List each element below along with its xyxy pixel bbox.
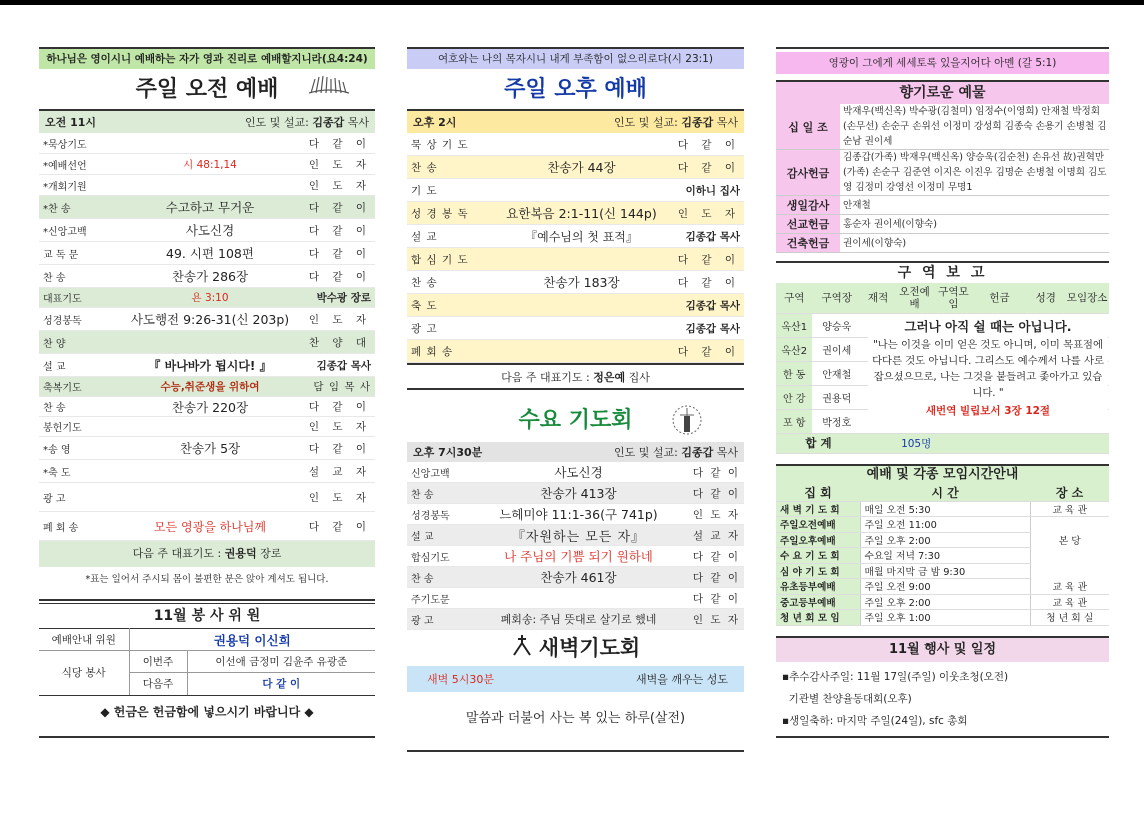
leader-title: 목사: [347, 116, 369, 129]
schedule-name: 청 년 회 모 임: [776, 610, 860, 626]
leader-label: 인도 및 설교:: [614, 446, 678, 459]
zone-quote-title: 그러나 아직 쉴 때는 아닙니다.: [904, 319, 1072, 334]
afternoon-time: 오후 2시: [413, 116, 457, 129]
column-church-news: [776, 47, 1109, 738]
service-committee-table: [39, 628, 375, 695]
morning-title-text: 주일 오전 예배: [135, 76, 279, 102]
order-item-leader: 다 같 이: [308, 247, 371, 260]
schedule-col-header: 시 간: [860, 484, 1030, 502]
zone-name: 한 동: [776, 361, 812, 385]
schedule-col-header: 집 회: [776, 484, 860, 502]
order-item-label: *묵상기도: [43, 139, 87, 151]
offering-names: 권이세(이향숙): [843, 237, 907, 249]
schedule-place: 청 년 회 실: [1030, 610, 1109, 626]
event-item: ▪추수감사주일: 11월 17일(주일) 이웃초청(오전): [782, 670, 1009, 683]
order-item-label: 찬 송: [411, 489, 434, 501]
event-item: ▪생일축하: 마지막 주일(24일), sfc 총회: [782, 714, 968, 727]
order-item-label: 광 고: [43, 493, 66, 505]
order-item-leader: 다 같 이: [308, 442, 371, 455]
order-item-label: 성경봉독: [43, 315, 82, 327]
wednesday-title: [407, 390, 744, 442]
zone-report: [776, 283, 1109, 454]
order-item-leader: 다 같 이: [308, 270, 371, 283]
order-item-leader: 다 같 이: [677, 345, 740, 358]
order-item-label: 주기도문: [411, 594, 450, 606]
zone-col-header: 재적: [861, 283, 895, 313]
schedule-name: 유초등부예배: [776, 579, 860, 595]
order-row: [39, 175, 375, 196]
zone-name: 옥산1: [776, 313, 812, 337]
offering-label: 십 일 조: [776, 104, 840, 149]
order-item-content: 시 48:1,14: [183, 158, 237, 171]
schedule-name: 심 야 기 도 회: [776, 563, 860, 579]
order-row: [39, 219, 375, 242]
order-item-leader: 인 도 자: [308, 421, 371, 433]
zone-name: 옥산2: [776, 337, 812, 361]
leader-label: 인도 및 설교:: [245, 116, 309, 129]
order-row: [39, 133, 375, 154]
order-item-leader: 다 같 이: [692, 592, 740, 605]
standing-note: *표는 일어서 주시되 몸이 불편한 분은 앉아 계셔도 됩니다.: [85, 574, 329, 585]
order-item-label: 찬 송: [411, 276, 438, 289]
offering-row: [776, 234, 1109, 253]
zone-leader: 권용덕: [812, 385, 861, 409]
leader-label: 인도 및 설교:: [614, 116, 678, 129]
zone-leader: 박정호: [812, 409, 861, 433]
order-item-leader: 인 도 자: [308, 179, 371, 192]
next-prayer-title: 장로: [260, 547, 282, 560]
order-item-leader: 인 도 자: [308, 158, 371, 171]
order-item-label: 찬 송: [43, 272, 66, 284]
order-row: [407, 340, 744, 363]
order-row: [407, 156, 744, 179]
order-item-label: 설 교: [411, 230, 438, 243]
schedule-row: [776, 548, 1109, 564]
zone-col-header: 구역장: [812, 283, 861, 313]
order-item-label: 찬 양: [43, 338, 66, 350]
order-item-leader: 인 도 자: [692, 613, 740, 626]
next-prayer-label: 다음 주 대표기도 :: [501, 371, 590, 384]
schedule-time: 주일 오전 11:00: [860, 517, 1030, 533]
order-row: [39, 308, 375, 331]
order-item-label: 신앙고백: [411, 468, 450, 480]
offering-names: 홍순자 권이세(이향숙): [843, 218, 937, 230]
order-item-label: 설 교: [43, 361, 66, 373]
order-item-label: 묵 상 기 도: [411, 138, 469, 151]
morning-next-prayer: [39, 541, 375, 567]
zone-name: 포 항: [776, 409, 812, 433]
zone-title: 구 역 보 고: [897, 265, 988, 281]
this-week-names: 이선애 금정미 김윤주 유광준: [215, 656, 348, 668]
order-item-content: 나 주님의 기쁨 되기 원하네: [504, 549, 653, 564]
order-item-label: 광 고: [411, 615, 434, 627]
schedule-place: [1030, 517, 1109, 533]
motto: 말씀과 더불어 사는 복 있는 하루(살전): [465, 711, 686, 726]
order-item-leader: 인 도 자: [308, 491, 371, 504]
order-row: [407, 133, 744, 156]
dawn-title: [407, 630, 744, 666]
next-week-names: 다 같 이: [262, 678, 301, 691]
order-item-leader: 다 같 이: [308, 520, 371, 533]
order-item-label: 찬 송: [43, 403, 66, 414]
order-item-label: *찬 송: [43, 203, 71, 215]
offering-title: 향기로운 예물: [776, 82, 1109, 104]
schedule-place: 교 육 관: [1030, 594, 1109, 610]
order-item-content: 요한복음 2:1-11(신 144p): [506, 206, 657, 221]
order-row: [39, 437, 375, 460]
order-item-leader: 김종갑 목사: [685, 230, 740, 243]
kitchen-label: 식당 봉사: [39, 651, 129, 695]
order-item-leader: 다 같 이: [692, 550, 740, 563]
order-item-leader: 설 교 자: [692, 529, 740, 542]
order-row: [39, 460, 375, 483]
schedule-time: 주일 오전 9:00: [860, 579, 1030, 595]
order-row: [407, 202, 744, 225]
order-item-label: 합심기도: [411, 552, 450, 564]
order-row: [407, 609, 744, 630]
order-item-content: 찬송가 220장: [171, 399, 249, 415]
leader-name: 김종갑: [681, 116, 714, 129]
schedule-name: 새 벽 기 도 회: [776, 501, 860, 517]
order-item-leader: 담 임 목 사: [313, 381, 371, 393]
schedule-name: 주일오후예배: [776, 532, 860, 548]
afternoon-next-prayer: [407, 363, 744, 390]
offering-note: ◆ 헌금은 헌금함에 넣으시기 바랍니다 ◆: [100, 704, 314, 719]
order-item-leader: 이하니 집사: [685, 184, 740, 197]
zone-name: 안 강: [776, 385, 812, 409]
zone-quote: [868, 317, 1108, 418]
schedule-row: [776, 579, 1109, 595]
cross-person-icon: [511, 632, 533, 668]
zone-leader: 권이세: [812, 337, 861, 361]
wednesday-order-list: [407, 462, 744, 630]
service-committee-title: 11월 봉 사 위 원: [153, 608, 261, 624]
order-row: [39, 512, 375, 541]
order-item-content: 찬송가 461장: [540, 570, 617, 585]
schedule-time: 매월 마지막 금 밤 9:30: [860, 563, 1030, 579]
dawn-title-text: 새벽기도회: [538, 635, 641, 660]
order-row: [39, 265, 375, 288]
column-afternoon-service: [407, 47, 744, 752]
events-title: 11월 행사 및 일정: [776, 638, 1109, 662]
order-item-content: 찬송가 183장: [543, 275, 620, 290]
wednesday-time: 오후 7시30분: [413, 446, 483, 459]
order-row: [39, 331, 375, 354]
schedule-place: [1030, 563, 1109, 579]
order-row: [407, 225, 744, 248]
order-item-leader: 다 같 이: [308, 201, 371, 214]
events-list: [776, 662, 1109, 732]
order-row: [407, 179, 744, 202]
schedule-col-header: 장 소: [1030, 484, 1109, 502]
offering-label: 선교헌금: [776, 215, 840, 233]
order-item-content: 『자원하는 모든 자』: [511, 529, 646, 545]
order-row: [407, 525, 744, 546]
offering-label: 감사헌금: [776, 150, 840, 195]
morning-service-title: [39, 69, 375, 109]
order-item-label: 기 도: [411, 184, 438, 197]
leader-name: 김종갑: [681, 446, 714, 459]
order-item-leader: 인 도 자: [677, 207, 740, 220]
order-item-label: *축 도: [43, 467, 71, 479]
zone-quote-ref: 새번역 빌립보서 3장 12절: [925, 405, 1051, 417]
usher-label: 예배안내 위원: [39, 629, 129, 651]
next-prayer-name: 정은예: [593, 371, 626, 384]
order-row: [407, 546, 744, 567]
schedule-time: 주일 오후 2:00: [860, 594, 1030, 610]
order-row: [39, 154, 375, 175]
order-item-label: *송 영: [43, 444, 71, 456]
order-row: [39, 417, 375, 437]
leader-title: 목사: [716, 116, 738, 129]
schedule-time: 매일 오전 5:30: [860, 501, 1030, 517]
order-row: [407, 271, 744, 294]
order-row: [39, 288, 375, 308]
dawn-row: [407, 666, 744, 692]
order-item-leader: 다 같 이: [692, 487, 740, 500]
zone-col-header: 구역모임: [934, 283, 973, 313]
order-item-label: 설 교: [411, 531, 434, 543]
order-item-leader: 김종갑 목사: [685, 299, 740, 312]
order-row: [39, 242, 375, 265]
order-item-content: 수능,취준생을 위하여: [160, 381, 260, 393]
church-icon: [662, 402, 712, 462]
order-item-leader: 다 같 이: [677, 276, 740, 289]
hands-praying-icon: [307, 71, 351, 113]
usher-names: 권용덕 이신희: [213, 632, 291, 648]
order-item-content: 폐회송: 주님 뜻대로 살기로 했네: [500, 613, 657, 626]
order-item-label: 폐 회 송: [43, 522, 79, 534]
order-item-leader: 설 교 자: [308, 465, 371, 478]
schedule-row: [776, 610, 1109, 626]
schedule-row: [776, 501, 1109, 517]
afternoon-leader: [614, 114, 738, 130]
order-row: [407, 248, 744, 271]
verse-banner: 하나님은 영이시니 예배하는 자가 영과 진리로 예배할지니라(요4:24): [39, 49, 375, 69]
offering-list: [776, 104, 1109, 253]
schedule-table: [776, 484, 1109, 626]
top-border: [0, 0, 1144, 5]
offering-row: [776, 215, 1109, 234]
morning-time: 오전 11시: [45, 116, 97, 129]
order-item-leader: 다 같 이: [692, 466, 740, 479]
order-row: [407, 504, 744, 525]
zone-col-header: 성경: [1026, 283, 1065, 313]
order-item-leader: 다 같 이: [308, 224, 371, 237]
order-item-leader: 김종갑 목사: [316, 359, 371, 372]
order-row: [407, 483, 744, 504]
order-row: [39, 196, 375, 219]
offering-names: 안재철: [843, 199, 871, 211]
order-item-leader: 인 도 자: [692, 508, 740, 521]
offering-label: 건축헌금: [776, 234, 840, 252]
morning-leader: [245, 114, 369, 130]
order-item-content: 모든 영광을 하나님께: [154, 519, 266, 534]
offering-row: [776, 150, 1109, 196]
afternoon-order-list: [407, 133, 744, 363]
schedule-time: 수요일 저녁 7:30: [860, 548, 1030, 564]
zone-col-header: 오전예배: [895, 283, 934, 313]
order-item-leader: 다 같 이: [308, 401, 371, 413]
order-item-leader: 다 같 이: [692, 571, 740, 584]
event-item: 기관별 찬양율동대회(오후): [782, 692, 912, 705]
schedule-name: 수 요 기 도 회: [776, 548, 860, 564]
order-item-label: 성 경 봉 독: [411, 207, 469, 220]
verse-banner-2: 여호와는 나의 목자시니 내게 부족함이 없으리로다(시 23:1): [407, 49, 744, 69]
order-item-label: 대표기도: [43, 294, 82, 305]
schedule-title: 예배 및 각종 모임시간안내: [776, 466, 1109, 484]
order-item-label: 합 심 기 도: [411, 253, 469, 266]
order-item-label: 폐 회 송: [411, 345, 454, 358]
schedule-row: [776, 563, 1109, 579]
schedule-place: 교 육 관: [1030, 501, 1109, 517]
schedule-name: 주일오전예배: [776, 517, 860, 533]
dawn-time: 새벽 5시30분: [427, 673, 494, 686]
column-morning-service: [39, 47, 375, 738]
wednesday-title-text: 수요 기도회: [518, 407, 633, 433]
zone-quote-body: "나는 이것을 이미 얻은 것도 아니며, 이미 목표점에 다다른 것도 아닙니다. 그리스도 예수께서 나를 사로잡으셨으므로, 나는 그것을 붙들려고 좇아가고 있습니다. ": [872, 339, 1104, 399]
order-item-label: 성경봉독: [411, 510, 450, 522]
order-item-content: 욘 3:10: [191, 292, 229, 304]
order-row: [407, 317, 744, 340]
next-prayer-title: 집사: [628, 371, 650, 384]
leader-title: 목사: [716, 446, 738, 459]
order-row: [39, 397, 375, 417]
order-row: [39, 354, 375, 377]
order-item-content: 『예수님의 첫 표적』: [525, 229, 638, 244]
zone-leader: 안재철: [812, 361, 861, 385]
order-row: [407, 567, 744, 588]
order-row: [407, 294, 744, 317]
order-item-content: 49. 시편 108편: [166, 246, 254, 261]
offering-row: [776, 196, 1109, 215]
total-label: 합 계: [776, 433, 861, 453]
zone-leader: 양승욱: [812, 313, 861, 337]
afternoon-service-title: 주일 오후 예배: [504, 76, 647, 102]
order-item-content: 수고하고 무거운: [165, 200, 255, 215]
order-row: [407, 588, 744, 609]
order-item-label: 광 고: [411, 322, 438, 335]
schedule-row: [776, 517, 1109, 533]
order-item-content: 찬송가 5장: [179, 441, 241, 456]
schedule-row: [776, 594, 1109, 610]
dawn-text: 새벽을 깨우는 성도: [635, 673, 728, 686]
order-item-leader: 박수광 장로: [316, 292, 371, 304]
order-item-content: 느헤미야 11:1-36(구 741p): [499, 507, 658, 522]
morning-order-list: [39, 133, 375, 541]
order-item-label: 찬 송: [411, 161, 438, 174]
verse-banner-3: 영광이 그에게 세세토록 있을지어다 아멘 (갈 5:1): [776, 52, 1109, 74]
order-row: [39, 377, 375, 397]
schedule-time: 주일 오후 1:00: [860, 610, 1030, 626]
order-item-leader: 다 같 이: [677, 161, 740, 174]
total-value: 105명: [861, 433, 1109, 453]
order-item-leader: 다 같 이: [677, 253, 740, 266]
order-item-leader: 김종갑 목사: [685, 322, 740, 335]
schedule-place: 본 당: [1030, 532, 1109, 548]
zone-col-header: 모임장소: [1065, 283, 1109, 313]
order-item-label: *신앙고백: [43, 226, 87, 238]
zone-col-header: 헌금: [973, 283, 1026, 313]
order-item-leader: 인 도 자: [308, 313, 371, 326]
order-item-content: 찬송가 413장: [540, 486, 617, 501]
order-item-label: 봉헌기도: [43, 423, 82, 434]
next-week-label: 다음주: [129, 673, 187, 695]
schedule-time: 주일 오후 2:00: [860, 532, 1030, 548]
order-row: [407, 462, 744, 483]
order-item-label: *예배선언: [43, 160, 87, 172]
order-row: [39, 483, 375, 512]
offering-names: 김종갑(가족) 박재우(백신옥) 양승욱(김순천) 손유선 故)권혁만(가족) 손순구 김준연 이지은 이진우 김명순 손병철 이명희 김도영 김정미 강영선 이정미 무명1: [843, 152, 1107, 193]
order-item-content: 사도행전 9:26-31(신 203p): [130, 312, 290, 327]
this-week-label: 이번주: [129, 651, 187, 673]
schedule-place: 교 육 관: [1030, 579, 1109, 595]
order-item-leader: 다 같 이: [308, 137, 371, 150]
offering-label: 생일감사: [776, 196, 840, 214]
order-item-content: 찬송가 286장: [171, 269, 249, 284]
order-item-content: 사도신경: [554, 465, 603, 480]
afternoon-header: [407, 109, 744, 133]
order-item-leader: 다 같 이: [677, 138, 740, 151]
schedule-row: [776, 532, 1109, 548]
order-item-label: *개회기원: [43, 181, 87, 193]
order-item-label: 축복기도: [43, 383, 82, 394]
offering-names: 박재우(백신옥) 박수광(김철미) 임정수(이영희) 안재철 박정회(손무선) 손순구 손위선 이정미 강성희 김종숙 손용기 손병철 김순남 권이세: [843, 106, 1107, 147]
order-item-label: 축 도: [411, 299, 438, 312]
next-prayer-name: 권용덕: [224, 547, 257, 560]
order-item-leader: 찬 양 대: [308, 336, 371, 349]
order-item-content: 사도신경: [185, 223, 235, 238]
zone-col-header: 구역: [776, 283, 812, 313]
schedule-name: 중고등부예배: [776, 594, 860, 610]
schedule-place: [1030, 548, 1109, 564]
order-item-label: 찬 송: [411, 573, 434, 585]
order-item-content: 찬송가 44장: [547, 160, 616, 175]
order-item-content: 『 바나바가 됩시다! 』: [148, 358, 272, 373]
offering-row: [776, 104, 1109, 150]
leader-name: 김종갑: [312, 116, 345, 129]
order-item-label: 교 독 문: [43, 249, 79, 261]
next-prayer-label: 다음 주 대표기도 :: [132, 547, 222, 560]
